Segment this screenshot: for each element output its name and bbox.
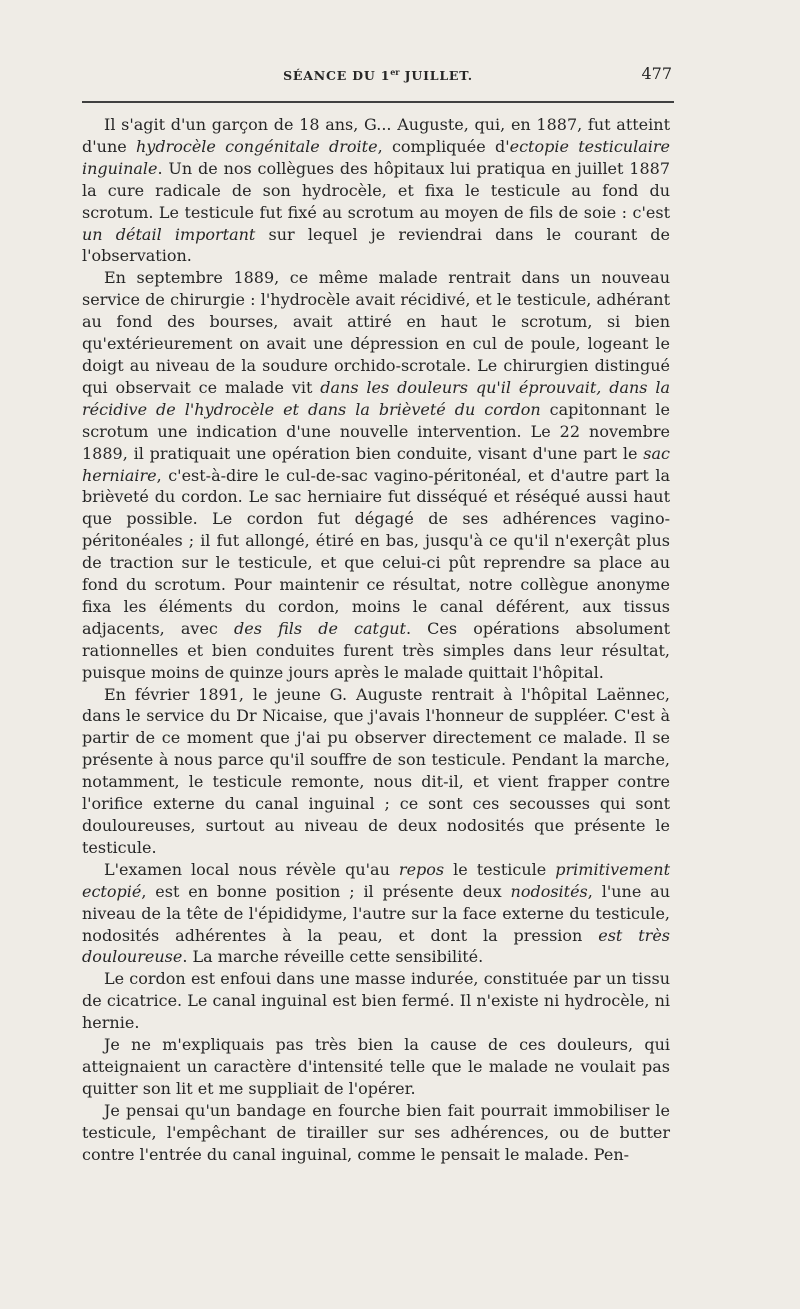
- paragraph: [82, 114, 670, 267]
- italic-text: un détail important: [82, 224, 256, 244]
- paragraph-text: . Ces opérations absolument rationnelles et bien conduites furent très simples dans leur résultat, puisque moins de quinze jours après le malade quittait l'hôpital.: [82, 618, 671, 682]
- paragraph-text: capitonnant le scrotum une indication d'une nouvelle intervention. Le 22 novembre 1889, il pratiquait une opération bien conduite, visant d'une part le: [82, 399, 671, 463]
- page-header: [82, 64, 674, 87]
- italic-text: primitivement ectopié: [82, 859, 671, 901]
- italic-text: ectopie testiculaire inguinale: [82, 136, 671, 178]
- header-rule: [82, 101, 674, 103]
- paragraph-text: . La marche réveille cette sensibilité.: [182, 947, 484, 967]
- page-number: 477: [641, 64, 672, 83]
- paragraph: [82, 267, 670, 683]
- italic-text: est très douloureuse: [82, 925, 670, 967]
- paragraph: [82, 1100, 670, 1166]
- paragraph-text: L'examen local nous révèle qu'au: [104, 859, 399, 879]
- paragraph-text: , est en bonne position ; il présente deux: [141, 881, 511, 901]
- paragraph-text: Je ne m'expliquais pas très bien la cause de ces douleurs, qui atteignaient un caractère d'intensité telle que le malade ne voulait pas quitter son lit et me suppliait de l'opérer.: [82, 1035, 670, 1098]
- italic-text: nodosités: [510, 881, 588, 901]
- paragraph-text: . Un de nos collègues des hôpitaux lui pratiqua en juillet 1887 la cure radicale de son hydrocèle, et fixa le testicule au fond du scrotum. Le testicule fut fixé au scrotum au moyen de fils de soie : c'est: [82, 158, 670, 222]
- italic-text: dans les douleurs qu'il éprouvait, dans la récidive de l'hydrocèle et dans la brièveté du cordon: [82, 377, 671, 419]
- paragraph-text: le testicule: [444, 859, 556, 879]
- paragraph-text: , c'est-à-dire le cul-de-sac vagino-péritonéal, et d'autre part la brièveté du cordon. Le sac herniaire fut disséqué et réséqué aussi haut que possible. Le cordon fut dégagé de ses adhérences vagino-péritonéales ; il fut allongé, étiré en bas, jusqu'à ce qu'il n'exerçât plus de traction sur le testicule, et que celui-ci pût reprendre sa place au fond du scrotum. Pour maintenir ce résultat, notre collègue anonyme fixa les éléments du cordon, moins le canal déférent, aux tissus adjacents, avec: [82, 465, 670, 638]
- paragraph: [82, 684, 670, 859]
- body-text: [82, 114, 670, 1166]
- running-title-main: SÉANCE DU 1: [283, 68, 391, 84]
- italic-text: repos: [398, 859, 445, 879]
- paragraph-text: Le cordon est enfoui dans une masse indurée, constituée par un tissu de cicatrice. Le canal inguinal est bien fermé. Il n'existe ni hydrocèle, ni hernie.: [82, 969, 670, 1033]
- paragraph-text: , l'une au niveau de la tête de l'épididyme, l'autre sur la face externe du testicule, nodosités adhérentes à la peau, et dont la pression: [82, 881, 670, 945]
- paragraph: [82, 1034, 670, 1100]
- paragraph-text: , compliquée d': [377, 136, 510, 156]
- paragraph-text: Il s'agit d'un garçon de 18 ans, G... Auguste, qui, en 1887, fut atteint d'une: [82, 115, 670, 156]
- running-title: [82, 67, 674, 83]
- running-title-rest: JUILLET.: [399, 68, 473, 84]
- paragraph-text: sur lequel je reviendrai dans le courant de l'observation.: [82, 224, 670, 266]
- paragraph: [82, 859, 670, 969]
- paragraph-text: En septembre 1889, ce même malade rentrait dans un nouveau service de chirurgie : l'hydrocèle avait récidivé, et le testicule, adhérant au fond des bourses, avait attiré en haut le scrotum, si bien qu'extérieurement on avait une dépression en cul de poule, logeant le doigt au niveau de la soudure orchido-scrotale. Le chirurgien distingué qui observait ce malade vit: [82, 268, 670, 397]
- paragraph-text: Je pensai qu'un bandage en fourche bien fait pourrait immobiliser le testicule, l'empêchant de tirailler sur ses adhérences, ou de butter contre l'entrée du canal inguinal, comme le pensait le malade. Pen-: [82, 1100, 670, 1164]
- paragraph-text: En février 1891, le jeune G. Auguste rentrait à l'hôpital Laënnec, dans le service du Dr Nicaise, que j'avais l'honneur de suppléer. C'est à partir de ce moment que j'ai pu observer directement ce malade. Il se présente à nous parce qu'il souffre de son testicule. Pendant la marche, notamment, le testicule remonte, nous dit-il, et vient frapper contre l'orifice externe du canal inguinal ; ce sont ces secousses qui sont douloureuses, surtout au niveau de deux nodosités que présente le testicule.: [82, 684, 670, 857]
- italic-text: sac herniaire: [82, 443, 670, 485]
- paragraph: [82, 968, 670, 1034]
- running-title-superscript: er: [390, 67, 400, 77]
- italic-text: des fils de catgut: [234, 618, 406, 638]
- italic-text: hydrocèle congénitale droite: [136, 136, 378, 156]
